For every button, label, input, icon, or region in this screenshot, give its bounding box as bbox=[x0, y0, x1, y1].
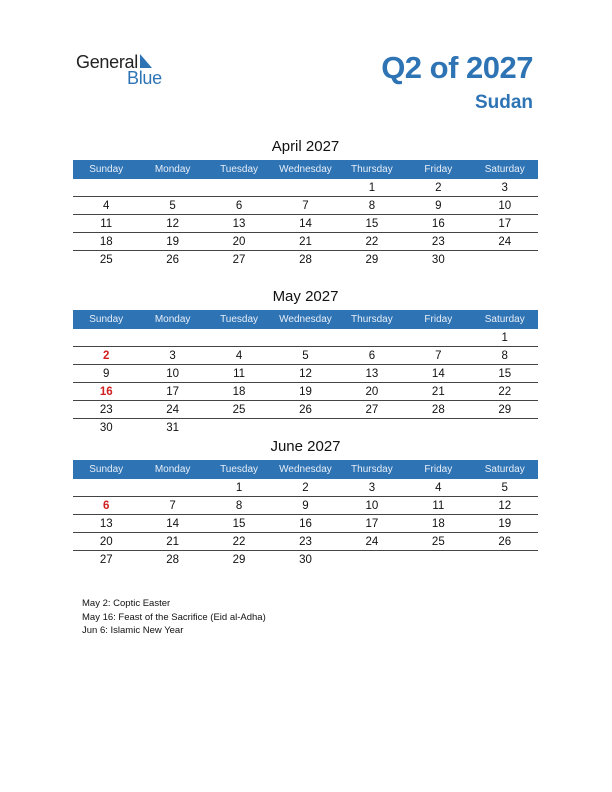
day-cell: 25 bbox=[232, 403, 246, 416]
day-cell: 6 bbox=[235, 199, 243, 212]
week-row bbox=[73, 329, 538, 347]
week-row bbox=[73, 401, 538, 419]
day-cell: 30 bbox=[99, 421, 113, 434]
holiday-note: May 16: Feast of the Sacrifice (Eid al-Adha) bbox=[82, 611, 266, 623]
weekday-label: Thursday bbox=[351, 314, 393, 325]
day-cell: 5 bbox=[501, 481, 508, 494]
day-cell: 4 bbox=[103, 199, 110, 212]
page-title: Q2 of 2027 bbox=[381, 50, 533, 85]
day-cell: 14 bbox=[431, 367, 445, 380]
day-cell: 10 bbox=[498, 199, 512, 212]
day-cell: 28 bbox=[431, 403, 445, 416]
calendar-april bbox=[73, 138, 538, 268]
day-cell: 23 bbox=[99, 403, 113, 416]
day-cell: 15 bbox=[232, 517, 246, 530]
week-row bbox=[73, 251, 538, 268]
day-cell: 1 bbox=[368, 181, 376, 194]
day-cell: 6 bbox=[368, 349, 376, 362]
day-cell: 20 bbox=[99, 535, 113, 548]
day-cell: 26 bbox=[299, 403, 312, 416]
day-cell: 8 bbox=[235, 499, 243, 512]
day-cell: 7 bbox=[435, 349, 442, 362]
day-cell: 11 bbox=[432, 499, 445, 512]
day-cell: 3 bbox=[169, 349, 176, 362]
day-cell: 13 bbox=[365, 367, 379, 380]
day-cell: 12 bbox=[299, 367, 312, 380]
day-cell: 9 bbox=[103, 367, 110, 380]
calendar-june bbox=[73, 438, 538, 568]
day-cell: 3 bbox=[501, 181, 508, 194]
weekday-label: Friday bbox=[424, 464, 453, 475]
day-cell: 30 bbox=[431, 253, 445, 266]
day-cell: 1 bbox=[501, 331, 508, 344]
month-title: June 2027 bbox=[270, 438, 341, 455]
weekday-label: Wednesday bbox=[279, 164, 332, 175]
day-cell: 7 bbox=[302, 199, 309, 212]
week-row bbox=[73, 419, 538, 436]
day-cell: 18 bbox=[232, 385, 246, 398]
day-cell: 16 bbox=[431, 217, 445, 230]
day-cell: 29 bbox=[365, 253, 379, 266]
weekday-label: Saturday bbox=[484, 464, 525, 475]
week-row bbox=[73, 383, 538, 401]
week-row bbox=[73, 347, 538, 365]
week-row bbox=[73, 551, 538, 568]
weekday-label: Friday bbox=[424, 164, 453, 175]
holiday-notes bbox=[82, 597, 266, 638]
day-cell: 7 bbox=[169, 499, 176, 512]
weekday-label: Saturday bbox=[484, 314, 525, 325]
day-cell: 21 bbox=[166, 535, 180, 548]
day-cell: 25 bbox=[431, 535, 445, 548]
day-cell: 23 bbox=[431, 235, 445, 248]
day-cell: 12 bbox=[498, 499, 512, 512]
day-cell: 9 bbox=[302, 499, 309, 512]
week-row bbox=[73, 515, 538, 533]
day-cell: 6 bbox=[103, 499, 110, 512]
day-cell: 3 bbox=[368, 481, 376, 494]
day-cell: 27 bbox=[365, 403, 379, 416]
day-cell: 27 bbox=[99, 553, 113, 566]
holiday-note: May 2: Coptic Easter bbox=[82, 598, 171, 609]
day-cell: 20 bbox=[365, 385, 379, 398]
week-row bbox=[73, 197, 538, 215]
day-cell: 29 bbox=[498, 403, 512, 416]
country-name: Sudan bbox=[474, 92, 533, 113]
day-cell: 21 bbox=[299, 235, 312, 248]
month-title: April 2027 bbox=[271, 138, 340, 155]
weekday-label: Monday bbox=[154, 164, 191, 175]
day-cell: 9 bbox=[435, 199, 442, 212]
day-cell: 5 bbox=[169, 199, 176, 212]
weekday-label: Friday bbox=[424, 314, 453, 325]
logo bbox=[76, 52, 186, 92]
weekday-label: Saturday bbox=[484, 164, 525, 175]
logo-triangle-icon bbox=[140, 54, 152, 68]
day-cell: 22 bbox=[365, 235, 379, 248]
calendar-may bbox=[73, 288, 538, 436]
day-cell: 13 bbox=[232, 217, 246, 230]
day-cell: 4 bbox=[235, 349, 243, 362]
week-row bbox=[73, 533, 538, 551]
weekday-label: Wednesday bbox=[279, 464, 332, 475]
day-cell: 14 bbox=[166, 517, 180, 530]
day-cell: 31 bbox=[166, 421, 180, 434]
day-cell: 11 bbox=[233, 367, 246, 380]
day-cell: 22 bbox=[232, 535, 246, 548]
day-cell: 20 bbox=[232, 235, 246, 248]
week-row bbox=[73, 365, 538, 383]
day-cell: 15 bbox=[365, 217, 379, 230]
logo-word-general: General bbox=[76, 52, 138, 72]
weekday-label: Thursday bbox=[351, 164, 393, 175]
day-cell: 13 bbox=[99, 517, 113, 530]
weekday-label: Wednesday bbox=[279, 314, 332, 325]
day-cell: 15 bbox=[498, 367, 512, 380]
day-cell: 10 bbox=[365, 499, 379, 512]
day-cell: 8 bbox=[501, 349, 508, 362]
day-cell: 19 bbox=[498, 517, 512, 530]
weekday-header bbox=[73, 460, 538, 479]
weekday-label: Sunday bbox=[89, 314, 124, 325]
day-cell: 21 bbox=[431, 385, 445, 398]
weekday-label: Sunday bbox=[89, 164, 124, 175]
day-cell: 12 bbox=[166, 217, 180, 230]
day-cell: 14 bbox=[299, 217, 312, 230]
day-cell: 18 bbox=[99, 235, 113, 248]
day-cell: 28 bbox=[299, 253, 312, 266]
weekday-label: Tuesday bbox=[220, 164, 259, 175]
day-cell: 24 bbox=[365, 535, 379, 548]
day-cell: 28 bbox=[166, 553, 180, 566]
weekday-header bbox=[73, 310, 538, 329]
day-cell: 17 bbox=[365, 517, 379, 530]
holiday-note: Jun 6: Islamic New Year bbox=[82, 625, 184, 636]
day-cell: 19 bbox=[299, 385, 312, 398]
week-row bbox=[73, 179, 538, 197]
weekday-header bbox=[73, 160, 538, 179]
day-cell: 26 bbox=[498, 535, 512, 548]
day-cell: 27 bbox=[232, 253, 246, 266]
day-cell: 1 bbox=[235, 481, 243, 494]
day-cell: 2 bbox=[435, 181, 442, 194]
day-cell: 29 bbox=[232, 553, 246, 566]
day-cell: 2 bbox=[302, 481, 309, 494]
day-cell: 16 bbox=[299, 517, 312, 530]
day-cell: 2 bbox=[103, 349, 110, 362]
weekday-label: Sunday bbox=[89, 464, 124, 475]
day-cell: 26 bbox=[166, 253, 180, 266]
day-cell: 16 bbox=[99, 385, 113, 398]
day-cell: 30 bbox=[299, 553, 312, 566]
day-cell: 5 bbox=[302, 349, 309, 362]
logo-word-blue: Blue bbox=[127, 68, 162, 88]
day-cell: 17 bbox=[166, 385, 180, 398]
weekday-label: Tuesday bbox=[220, 314, 259, 325]
weekday-label: Tuesday bbox=[220, 464, 259, 475]
week-row bbox=[73, 497, 538, 515]
week-row bbox=[73, 479, 538, 497]
month-title: May 2027 bbox=[272, 288, 339, 305]
day-cell: 17 bbox=[498, 217, 512, 230]
day-cell: 25 bbox=[99, 253, 113, 266]
day-cell: 22 bbox=[498, 385, 512, 398]
day-cell: 23 bbox=[299, 535, 312, 548]
weekday-label: Thursday bbox=[351, 464, 393, 475]
day-cell: 18 bbox=[431, 517, 445, 530]
day-cell: 24 bbox=[498, 235, 512, 248]
day-cell: 11 bbox=[100, 217, 113, 230]
week-row bbox=[73, 233, 538, 251]
day-cell: 10 bbox=[166, 367, 180, 380]
weekday-label: Monday bbox=[154, 464, 191, 475]
day-cell: 24 bbox=[166, 403, 180, 416]
day-cell: 4 bbox=[435, 481, 442, 494]
day-cell: 19 bbox=[166, 235, 180, 248]
day-cell: 8 bbox=[368, 199, 376, 212]
weekday-label: Monday bbox=[154, 314, 191, 325]
week-row bbox=[73, 215, 538, 233]
